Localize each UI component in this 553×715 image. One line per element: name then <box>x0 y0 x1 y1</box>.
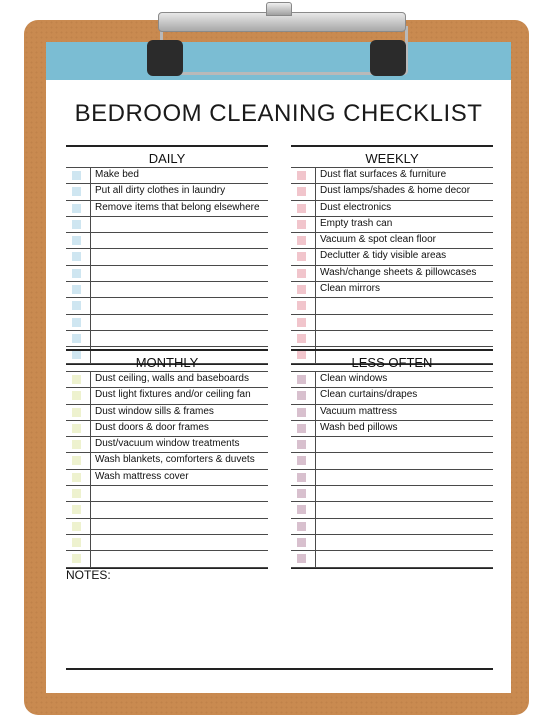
checkbox-square[interactable] <box>72 285 81 294</box>
clip-foot-left <box>147 40 183 76</box>
checkbox-square[interactable] <box>297 424 306 433</box>
checkbox-square[interactable] <box>72 301 81 310</box>
row-divider <box>90 168 91 183</box>
row-divider <box>315 388 316 403</box>
checklist-row <box>291 201 493 217</box>
checkbox-square[interactable] <box>297 236 306 245</box>
checklist-row <box>66 486 268 502</box>
row-divider <box>315 372 316 387</box>
section-heading: LESS OFTEN <box>291 349 493 371</box>
checkbox-square[interactable] <box>72 522 81 531</box>
task-label: Vacuum & spot clean floor <box>320 234 436 246</box>
section-heading: WEEKLY <box>291 145 493 167</box>
task-label: Dust lamps/shades & home decor <box>320 185 471 197</box>
checkbox-square[interactable] <box>72 269 81 278</box>
checkbox-square[interactable] <box>297 318 306 327</box>
checkbox-square[interactable] <box>72 440 81 449</box>
row-divider <box>90 372 91 387</box>
checkbox-square[interactable] <box>297 489 306 498</box>
checklist-row <box>66 453 268 469</box>
row-divider <box>315 184 316 199</box>
task-label: Wash bed pillows <box>320 421 398 433</box>
checkbox-square[interactable] <box>297 554 306 563</box>
task-label: Empty trash can <box>320 217 393 229</box>
checklist-row <box>66 331 268 347</box>
checklist-row <box>66 371 268 388</box>
checklist-row <box>66 167 268 184</box>
section-daily <box>66 145 268 365</box>
section-less-often <box>291 349 493 569</box>
checkbox-square[interactable] <box>72 252 81 261</box>
row-divider <box>315 217 316 232</box>
task-label: Wash blankets, comforters & duvets <box>95 454 255 466</box>
row-divider <box>90 184 91 199</box>
row-divider <box>315 266 316 281</box>
task-label: Remove items that belong elsewhere <box>95 201 260 213</box>
row-divider <box>90 298 91 313</box>
row-divider <box>315 519 316 534</box>
row-divider <box>90 502 91 517</box>
row-divider <box>90 315 91 330</box>
checklist-row <box>66 421 268 437</box>
checkbox-square[interactable] <box>297 408 306 417</box>
task-label: Dust ceiling, walls and baseboards <box>95 373 249 384</box>
checklist-row <box>66 405 268 421</box>
checkbox-square[interactable] <box>72 220 81 229</box>
row-divider <box>90 217 91 232</box>
checklist-row <box>291 233 493 249</box>
checklist-row <box>291 551 493 567</box>
row-divider <box>315 470 316 485</box>
checklist-row <box>66 437 268 453</box>
checkbox-square[interactable] <box>72 408 81 417</box>
row-divider <box>90 233 91 248</box>
task-label: Wash/change sheets & pillowcases <box>320 266 477 278</box>
checklist-row <box>66 201 268 217</box>
checklist-row <box>291 298 493 314</box>
checklist-row <box>66 266 268 282</box>
checkbox-square[interactable] <box>72 204 81 213</box>
row-divider <box>315 453 316 468</box>
row-divider <box>90 201 91 216</box>
task-label: Declutter & tidy visible areas <box>320 250 447 262</box>
checkbox-square[interactable] <box>297 538 306 547</box>
checklist-row <box>291 184 493 200</box>
checkbox-square[interactable] <box>297 204 306 213</box>
checklist-row <box>66 282 268 298</box>
checkbox-square[interactable] <box>297 391 306 400</box>
checkbox-square[interactable] <box>72 391 81 400</box>
checklist-row <box>66 388 268 404</box>
row-divider <box>315 535 316 550</box>
notes-line <box>66 668 493 670</box>
task-label: Clean curtains/drapes <box>320 389 418 401</box>
checklist-rows <box>291 167 493 365</box>
row-divider <box>90 551 91 566</box>
task-label: Dust light fixtures and/or ceiling fan <box>95 389 251 401</box>
row-divider <box>90 519 91 534</box>
checklist-row <box>291 282 493 298</box>
clip-knob <box>266 2 292 16</box>
task-label: Dust/vacuum window treatments <box>95 438 240 450</box>
checklist-rows <box>66 167 268 365</box>
task-label: Clean windows <box>320 373 388 384</box>
checklist-row <box>66 249 268 265</box>
checklist-row <box>66 315 268 331</box>
checkbox-square[interactable] <box>72 334 81 343</box>
checkbox-square[interactable] <box>72 171 81 180</box>
checkbox-square[interactable] <box>72 489 81 498</box>
row-divider <box>315 405 316 420</box>
checklist-row <box>66 551 268 567</box>
checkbox-square[interactable] <box>297 252 306 261</box>
task-label: Dust doors & door frames <box>95 421 209 433</box>
checkbox-square[interactable] <box>297 171 306 180</box>
row-divider <box>315 486 316 501</box>
row-divider <box>315 298 316 313</box>
row-divider <box>90 388 91 403</box>
checkbox-square[interactable] <box>72 456 81 465</box>
task-label: Dust electronics <box>320 201 392 213</box>
checklist-row <box>291 167 493 184</box>
row-divider <box>315 421 316 436</box>
checkbox-square[interactable] <box>72 538 81 547</box>
checkbox-square[interactable] <box>297 440 306 449</box>
task-label: Vacuum mattress <box>320 405 398 417</box>
checkbox-square[interactable] <box>297 473 306 482</box>
clip-foot-right <box>370 40 406 76</box>
checkbox-square[interactable] <box>297 285 306 294</box>
checkbox-square[interactable] <box>297 301 306 310</box>
checklist-row <box>291 388 493 404</box>
checklist-row <box>291 437 493 453</box>
row-divider <box>90 486 91 501</box>
checklist-row <box>291 421 493 437</box>
checkbox-square[interactable] <box>297 522 306 531</box>
row-divider <box>90 249 91 264</box>
task-label: Wash mattress cover <box>95 470 189 482</box>
checkbox-square[interactable] <box>297 505 306 514</box>
checklist-row <box>291 486 493 502</box>
row-divider <box>90 453 91 468</box>
row-divider <box>90 266 91 281</box>
row-divider <box>315 502 316 517</box>
checkbox-square[interactable] <box>297 187 306 196</box>
checklist-row <box>66 217 268 233</box>
checklist-row <box>291 502 493 518</box>
checklist-row <box>291 217 493 233</box>
checkbox-square[interactable] <box>72 187 81 196</box>
section-heading: DAILY <box>66 145 268 167</box>
checklist-row <box>291 519 493 535</box>
checklist-rows <box>291 371 493 569</box>
checkbox-square[interactable] <box>297 220 306 229</box>
task-label: Dust window sills & frames <box>95 405 214 417</box>
row-divider <box>315 331 316 346</box>
task-label: Make bed <box>95 169 139 180</box>
checklist-row <box>291 371 493 388</box>
checklist-row <box>66 233 268 249</box>
checkbox-square[interactable] <box>72 554 81 563</box>
checkbox-square[interactable] <box>72 505 81 514</box>
row-divider <box>315 201 316 216</box>
row-divider <box>90 437 91 452</box>
checkbox-square[interactable] <box>72 424 81 433</box>
row-divider <box>90 405 91 420</box>
checkbox-square[interactable] <box>72 473 81 482</box>
task-label: Clean mirrors <box>320 283 381 295</box>
checklist-row <box>66 519 268 535</box>
checklist-row <box>291 249 493 265</box>
checklist-row <box>66 535 268 551</box>
row-divider <box>315 249 316 264</box>
row-divider <box>90 282 91 297</box>
notes-label: NOTES: <box>66 568 111 582</box>
checklist-rows <box>66 371 268 569</box>
row-divider <box>315 551 316 566</box>
row-divider <box>90 470 91 485</box>
task-label: Dust flat surfaces & furniture <box>320 169 447 180</box>
checklist-row <box>291 535 493 551</box>
row-divider <box>90 535 91 550</box>
row-divider <box>315 437 316 452</box>
row-divider <box>90 331 91 346</box>
checklist-row <box>291 266 493 282</box>
checklist-row <box>291 470 493 486</box>
checklist-row <box>66 184 268 200</box>
section-heading: MONTHLY <box>66 349 268 371</box>
checklist-row <box>291 405 493 421</box>
checkbox-square[interactable] <box>72 375 81 384</box>
checklist-row <box>66 298 268 314</box>
checklist-row <box>66 502 268 518</box>
page-title: BEDROOM CLEANING CHECKLIST <box>74 100 483 127</box>
row-divider <box>90 421 91 436</box>
checkbox-square[interactable] <box>297 456 306 465</box>
section-weekly <box>291 145 493 365</box>
row-divider <box>315 282 316 297</box>
task-label: Put all dirty clothes in laundry <box>95 185 226 197</box>
row-divider <box>315 233 316 248</box>
checkbox-square[interactable] <box>72 236 81 245</box>
row-divider <box>315 168 316 183</box>
checklist-row <box>291 331 493 347</box>
checklist-row <box>291 315 493 331</box>
section-monthly <box>66 349 268 569</box>
checkbox-square[interactable] <box>297 334 306 343</box>
checkbox-square[interactable] <box>297 269 306 278</box>
checklist-row <box>66 470 268 486</box>
checkbox-square[interactable] <box>297 375 306 384</box>
row-divider <box>315 315 316 330</box>
checkbox-square[interactable] <box>72 318 81 327</box>
checklist-row <box>291 453 493 469</box>
